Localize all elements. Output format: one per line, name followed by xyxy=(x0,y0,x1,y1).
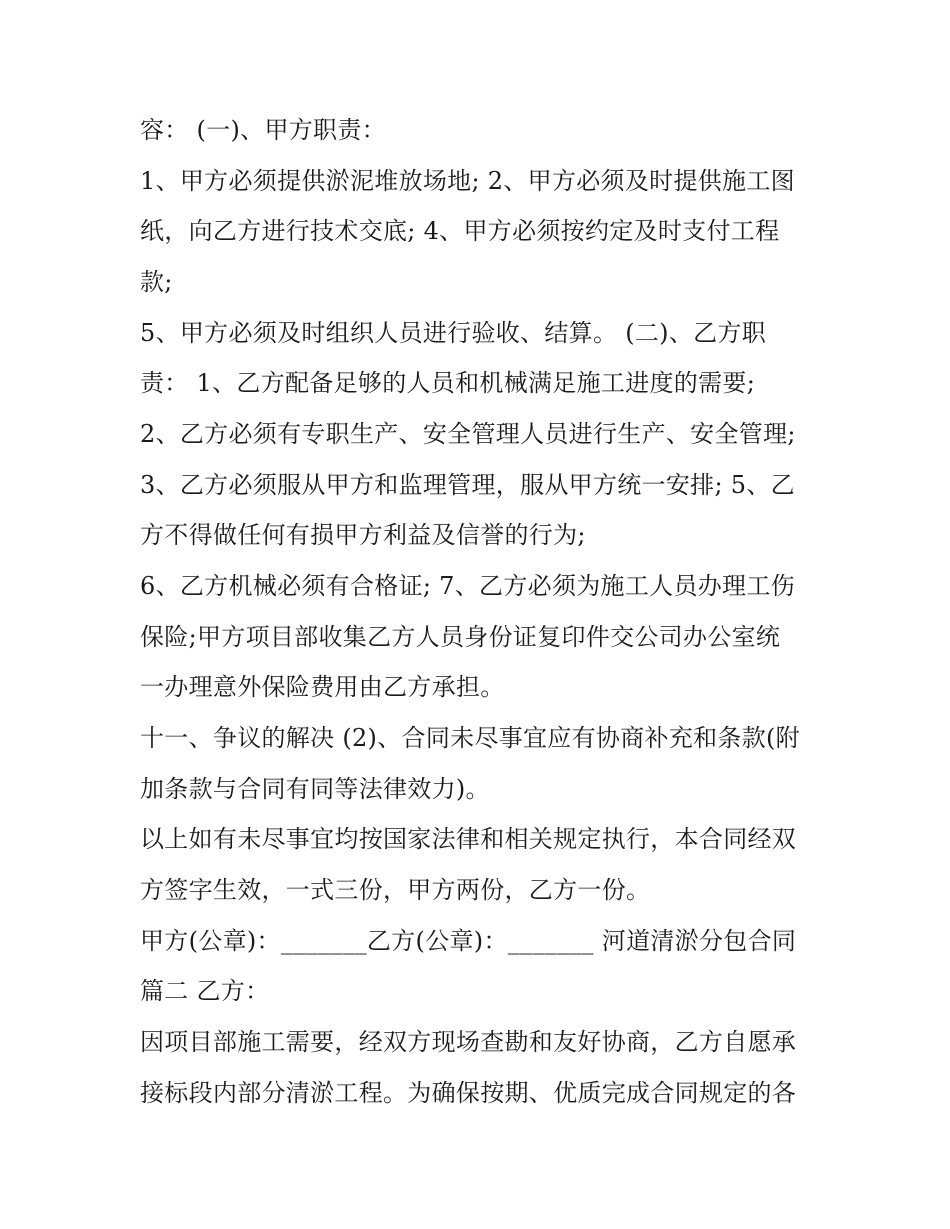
text-line: 责： 1、乙方配备足够的人员和机械满足施工进度的需要; xyxy=(140,369,756,397)
text-line: 保险;甲方项目部收集乙方人员身份证复印件交公司办公室统 xyxy=(140,623,781,651)
text-line: 容： (一)、甲方职责： xyxy=(140,116,386,144)
text-line: 篇二 乙方： xyxy=(140,977,270,1005)
text-line: 一办理意外保险费用由乙方承担。 xyxy=(140,673,505,701)
text-line: 纸，向乙方进行技术交底; 4、甲方必须按约定及时支付工程 xyxy=(140,217,780,245)
text-line: 甲方(公章)：_______乙方(公章)：_______ 河道清淤分包合同 xyxy=(140,927,797,955)
text-line: 接标段内部分清淤工程。为确保按期、优质完成合同规定的各 xyxy=(140,1079,797,1107)
text-line: 因项目部施工需要，经双方现场查勘和友好协商，乙方自愿承 xyxy=(140,1028,797,1056)
text-line: 方签字生效，一式三份，甲方两份，乙方一份。 xyxy=(140,876,651,904)
text-line: 5、甲方必须及时组织人员进行验收、结算。 (二)、乙方职 xyxy=(140,319,767,347)
text-line: 3、乙方必须服从甲方和监理管理，服从甲方统一安排; 5、乙 xyxy=(140,471,795,499)
text-line: 加条款与合同有同等法律效力)。 xyxy=(140,775,490,803)
text-line: 款; xyxy=(140,268,173,296)
text-line: 1、甲方必须提供淤泥堆放场地; 2、甲方必须及时提供施工图 xyxy=(140,167,795,195)
text-line: 方不得做任何有损甲方利益及信誉的行为; xyxy=(140,521,586,549)
text-line: 2、乙方必须有专职生产、安全管理人员进行生产、安全管理; xyxy=(140,420,796,448)
text-line: 十一、争议的解决 (2)、合同未尽事宜应有协商补充和条款(附 xyxy=(140,724,800,752)
text-line: 以上如有未尽事宜均按国家法律和相关规定执行，本合同经双 xyxy=(140,825,797,853)
text-line: 6、乙方机械必须有合格证; 7、乙方必须为施工人员办理工伤 xyxy=(140,572,795,600)
